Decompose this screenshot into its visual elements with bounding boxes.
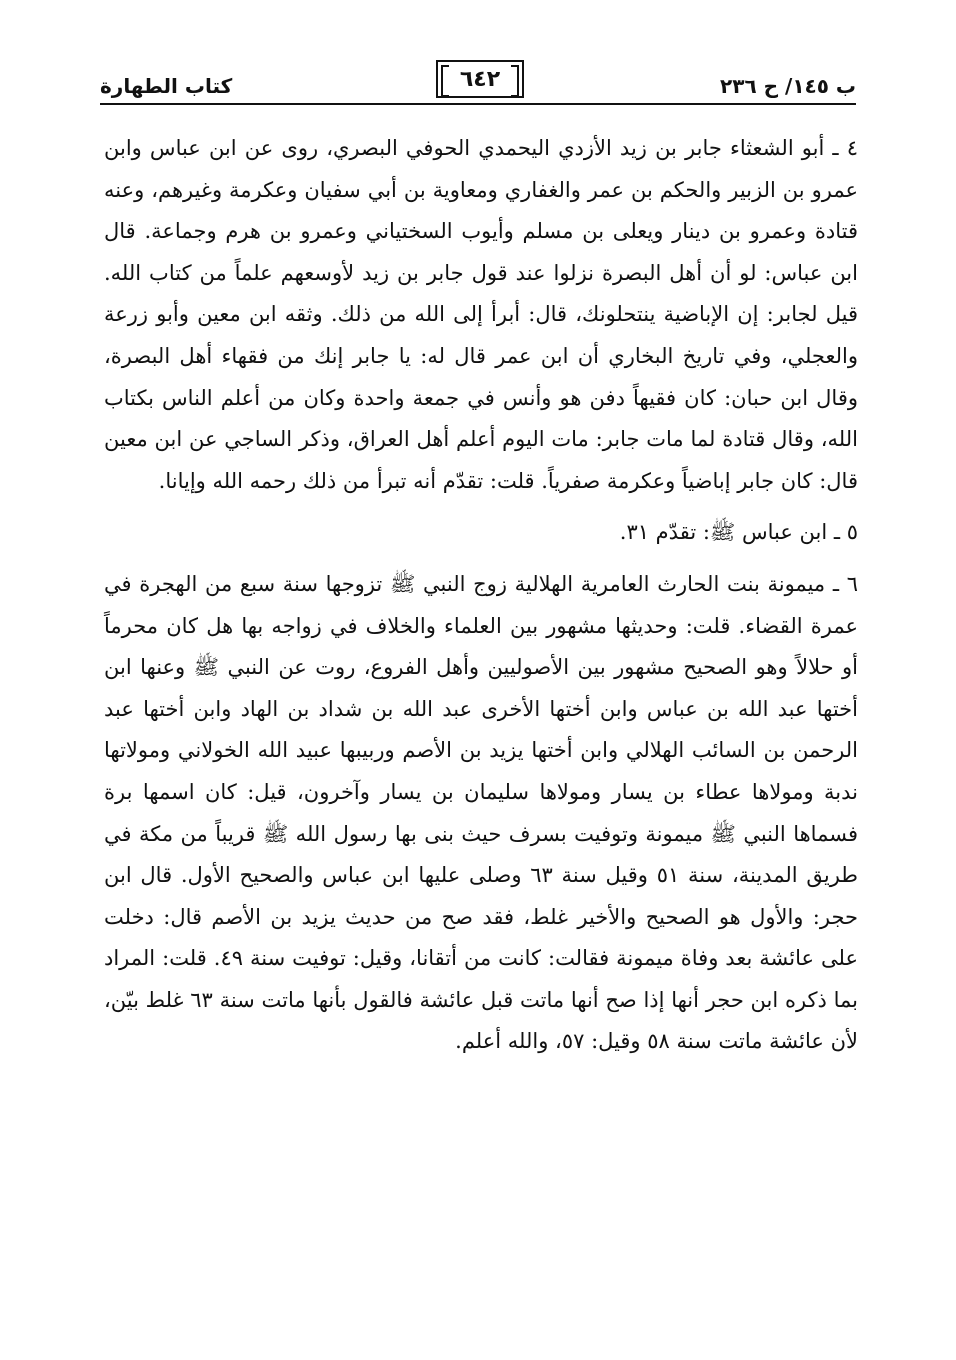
header-divider [100, 103, 856, 105]
paragraph-narrator-4: ٤ ـ أبو الشعثاء جابر بن زيد الأزدي اليحمدي الحوفي البصري، روى عن ابن عباس وابن عمرو بن الزبير والحكم بن عمر والغفاري ومعاوية بن أبي سفيان وعكرمة وغيرهم، وعنه قتادة وعمرو بن دينار ويعلى بن مسلم وأيوب السختياني وعمرو بن هرم وجماعة. قال ابن عباس: لو أن أهل البصرة نزلوا عند قول جابر بن زيد لأوسعهم علماً من كتاب الله. قيل لجابر: إن الإباضية ينتحلونك، قال: أبرأ إلى الله من ذلك. وثقه ابن معين وأبو زرعة والعجلي، وفي تاريخ البخاري أن ابن عمر قال له: يا جابر إنك من فقهاء أهل البصرة، وقال ابن حبان: كان فقيهاً دفن هو وأنس في جمعة واحدة وكان من أعلم الناس بكتاب الله، وقال قتادة لما مات جابر: مات اليوم أعلم أهل العراق، وذكر الساجي عن ابن معين قال: كان جابر إباضياً وعكرمة صفرياً. قلت: تقدّم أنه تبرأ من ذلك رحمه الله وإيانا. [104, 136, 859, 493]
chapter-hadith-reference: ب ١٤٥/ ح ٢٣٦ [720, 74, 856, 98]
paragraph-narrator-5: ٥ ـ ابن عباس ﷺ: تقدّم ٣١. [619, 520, 858, 545]
page-number: ٦٤٢ [436, 60, 524, 98]
main-text [104, 128, 858, 1063]
paragraph-narrator-6: ٦ ـ ميمونة بنت الحارث العامرية الهلالية زوج النبي ﷺ تزوجها سنة سبع من الهجرة في عمرة القضاء. قلت: وحديثها مشهور بين العلماء والخلاف في زواجه بها هل كان محرماً أو حلالاً وهو الصحيح مشهور بين الأصوليين وأهل الفروع، روت عن النبي ﷺ وعنها ابن أختها عبد الله بن عباس وابن أختها الأخرى عبد الله بن شداد بن الهاد وابن أختها عبد الرحمن بن السائب الهلالي وابن أختها يزيد بن الأصم وربيبها عبيد الله الخولاني ومولاتها ندبة ومولاها عطاء بن يسار ومولاها سليمان بن يسار وآخرون، قيل: كان اسمها برة فسماها النبي ﷺ ميمونة وتوفيت بسرف حيث بنى بها رسول الله ﷺ قريباً من مكة في طريق المدينة، سنة ٥١ وقيل سنة ٦٣ وصلى عليها ابن عباس والصحيح الأول. قال ابن حجر: والأول هو الصحيح والأخير غلط، فقد صح من حديث يزيد بن الأصم قال: دخلت على عائشة بعد وفاة ميمونة فقالت: كانت من أتقانا، وقيل: توفيت سنة ٤٩. قلت: المراد بما ذكره ابن حجر أنها إذا صح أنها ماتت قبل عائشة فالقول بأنها ماتت سنة ٦٣ غلط بيّن، لأن عائشة ماتت سنة ٥٨ وقيل: ٥٧، والله أعلم. [104, 571, 858, 1054]
book-section-title: كتاب الطهارة [100, 74, 233, 98]
page-header [100, 58, 856, 108]
